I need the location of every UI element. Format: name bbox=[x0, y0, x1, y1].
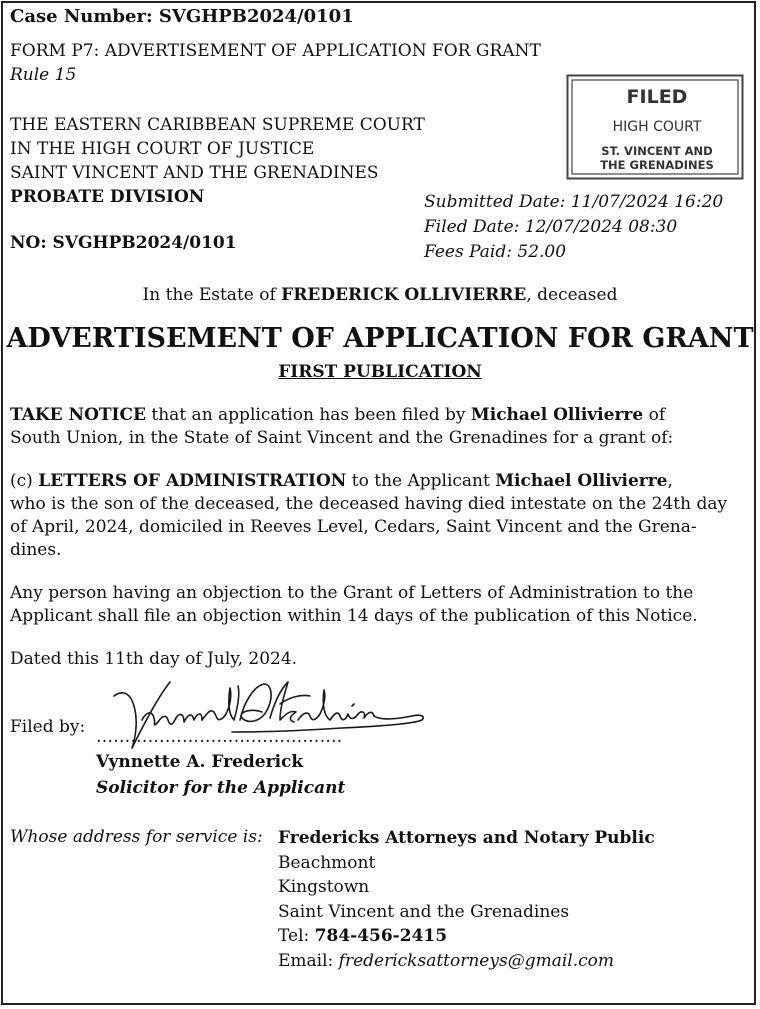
solicitor-name: Vynnette A. Frederick bbox=[96, 752, 304, 772]
paragraph-line: of April, 2024, domiciled in Reeves Level, Cedars, Saint Vincent and the Grena- bbox=[10, 517, 697, 537]
address-label: Whose address for service is: bbox=[10, 827, 263, 847]
rule-reference: Rule 15 bbox=[10, 65, 77, 85]
grant-marker: (c) bbox=[10, 471, 39, 491]
grant-type: LETTERS OF ADMINISTRATION bbox=[38, 471, 347, 491]
firm-name: Fredericks Attorneys and Notary Public bbox=[278, 828, 655, 848]
address-line: Saint Vincent and the Grenadines bbox=[278, 901, 570, 922]
submitted-date: Submitted Date: 11/07/2024 16:20 bbox=[424, 192, 724, 212]
estate-line bbox=[0, 284, 760, 307]
case-number: Case Number: SVGHPB2024/0101 bbox=[10, 6, 354, 27]
court-line: IN THE HIGH COURT OF JUSTICE bbox=[10, 139, 315, 159]
notice-text: that an application has been filed by bbox=[146, 405, 471, 425]
grant-text: to the Applicant bbox=[346, 471, 496, 491]
grant-text: , bbox=[667, 471, 673, 491]
fees-paid: Fees Paid: 52.00 bbox=[424, 242, 567, 262]
paragraph-line: Any person having an objection to the Grant of Letters of Administration to the bbox=[10, 583, 694, 603]
court-line: SAINT VINCENT AND THE GRENADINES bbox=[10, 163, 379, 183]
stamp-filed-text: FILED bbox=[626, 86, 688, 108]
deceased-name: FREDERICK OLLIVIERRE bbox=[281, 285, 527, 305]
publication-label: FIRST PUBLICATION bbox=[278, 362, 482, 382]
take-notice-label: TAKE NOTICE bbox=[10, 405, 146, 425]
filed-date: Filed Date: 12/07/2024 08:30 bbox=[424, 217, 678, 237]
paragraph-line: South Union, in the State of Saint Vincent and the Grenadines for a grant of: bbox=[10, 428, 674, 448]
address-line: Kingstown bbox=[278, 877, 370, 897]
paragraph-line bbox=[10, 404, 748, 427]
dated-line bbox=[10, 648, 748, 671]
objection-paragraph bbox=[10, 582, 748, 628]
email-label: Email: bbox=[278, 950, 339, 971]
signature-text: Vynnette A Frederick bbox=[256, 716, 268, 717]
filed-stamp bbox=[566, 74, 744, 180]
court-heading bbox=[10, 113, 425, 209]
form-title: FORM P7: ADVERTISEMENT OF APPLICATION FOR GRANT bbox=[10, 41, 541, 61]
filed-by-label: Filed by: bbox=[10, 717, 86, 737]
filing-info bbox=[424, 190, 723, 265]
estate-prefix: In the Estate of bbox=[142, 285, 282, 305]
address-block bbox=[278, 826, 655, 973]
stamp-court-text: HIGH COURT bbox=[612, 119, 702, 135]
estate-suffix: , deceased bbox=[526, 285, 618, 305]
email-address: fredericksattorneys@gmail.com bbox=[338, 950, 614, 971]
applicant-name: Michael Ollivierre bbox=[470, 405, 644, 425]
paragraph-line: who is the son of the deceased, the deceased having died intestate on the 24th day bbox=[10, 494, 728, 514]
court-line: THE EASTERN CARIBBEAN SUPREME COURT bbox=[10, 115, 425, 135]
case-no: NO: SVGHPB2024/0101 bbox=[10, 233, 237, 253]
paragraph-line: Dated this 11th day of July, 2024. bbox=[10, 649, 298, 669]
applicant-name: Michael Ollivierre bbox=[495, 471, 668, 491]
phone-label: Tel: bbox=[278, 926, 315, 946]
stamp-country-line2: THE GRENADINES bbox=[600, 158, 714, 172]
paragraph-line: Applicant shall file an objection within 14 days of the publication of this Notice. bbox=[10, 606, 698, 626]
division: PROBATE DIVISION bbox=[10, 187, 205, 207]
address-line: Beachmont bbox=[278, 852, 376, 873]
signature-dotted-line: ……………………………………. bbox=[96, 727, 343, 747]
email-line bbox=[278, 949, 655, 974]
solicitor-role: Solicitor for the Applicant bbox=[96, 778, 346, 798]
phone-line bbox=[278, 924, 655, 949]
take-notice-paragraph bbox=[10, 404, 748, 450]
handwritten-signature bbox=[112, 676, 430, 756]
paragraph-line: dines. bbox=[10, 540, 62, 560]
paragraph-line bbox=[10, 470, 748, 493]
phone-number: 784-456-2415 bbox=[314, 926, 448, 946]
stamp-country-line1: ST. VINCENT AND bbox=[601, 144, 713, 158]
grant-paragraph bbox=[10, 470, 748, 562]
notice-text: of bbox=[643, 405, 666, 425]
notice-title: ADVERTISEMENT OF APPLICATION FOR GRANT bbox=[6, 323, 754, 354]
